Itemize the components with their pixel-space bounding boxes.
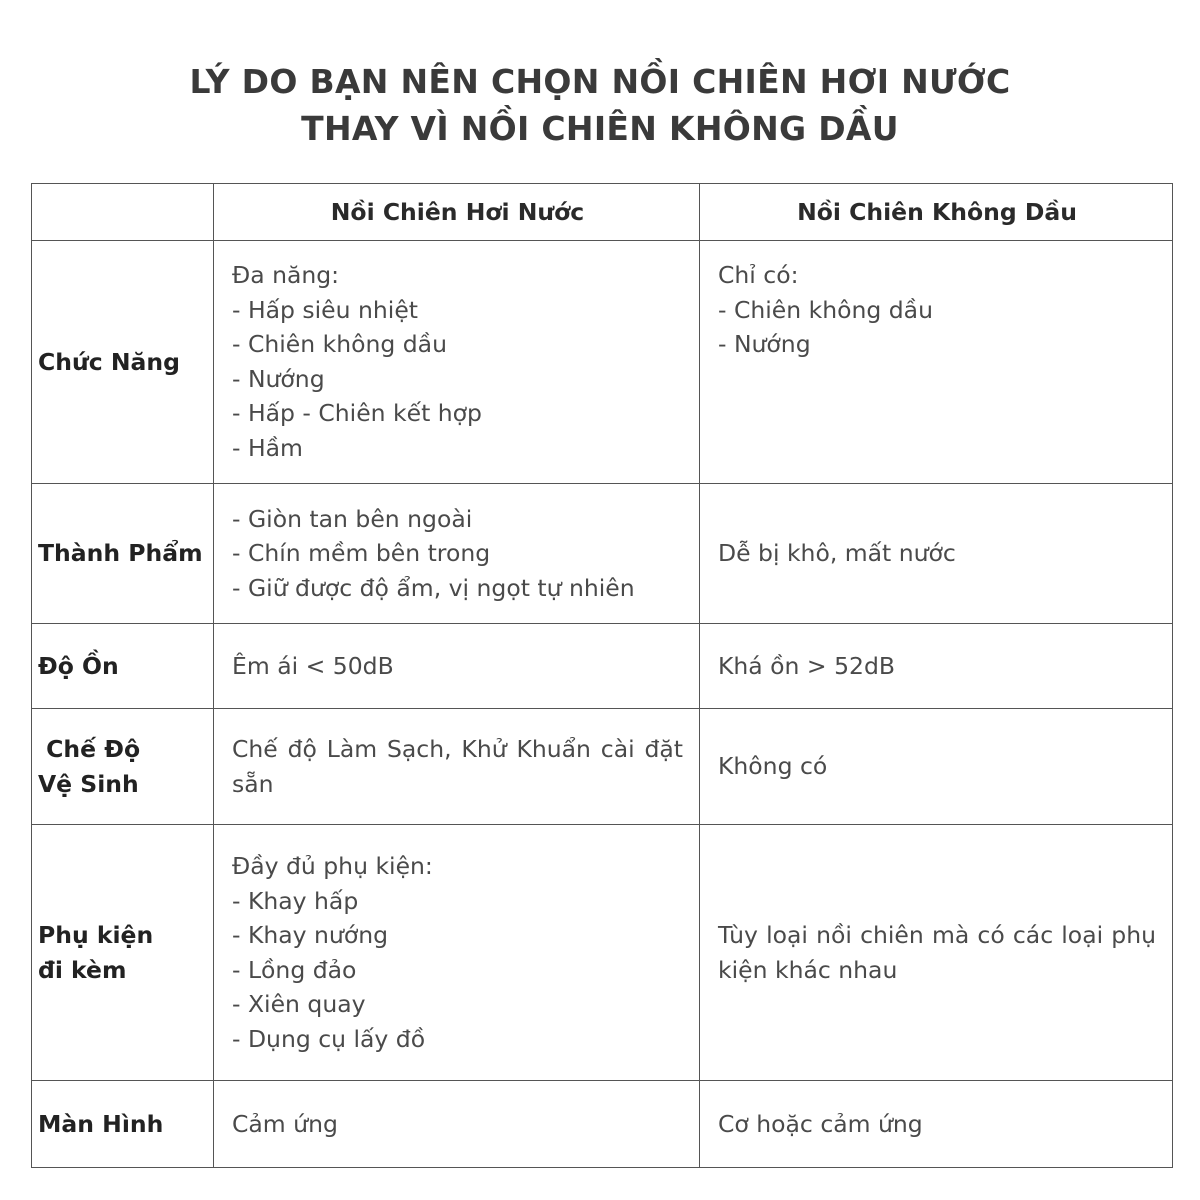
air-accessories-cell: Tùy loại nồi chiên mà có các loại phụ kiện khác nhau (700, 825, 1173, 1081)
label-cleaning: Chế Độ Vệ Sinh (32, 709, 214, 825)
air-noise-cell: Khá ồn > 52dB (700, 624, 1173, 709)
row-accessories (32, 825, 1173, 1081)
page-title (0, 58, 1200, 152)
air-result-cell: Dễ bị khô, mất nước (700, 484, 1173, 624)
steam-noise-cell: Êm ái < 50dB (214, 624, 700, 709)
steam-accessories-cell: Đầy đủ phụ kiện: - Khay hấp - Khay nướng - Lồng đảo - Xiên quay - Dụng cụ lấy đồ (214, 825, 700, 1081)
row-function (32, 241, 1173, 484)
label-display: Màn Hình (32, 1081, 214, 1168)
header-empty-cell (32, 184, 214, 241)
label-result: Thành Phẩm (32, 484, 214, 624)
header-steam-fryer: Nồi Chiên Hơi Nước (214, 184, 700, 241)
steam-result-cell: - Giòn tan bên ngoài - Chín mềm bên trong - Giữ được độ ẩm, vị ngọt tự nhiên (214, 484, 700, 624)
header-row (32, 184, 1173, 241)
label-accessories: Phụ kiện đi kèm (32, 825, 214, 1081)
row-display (32, 1081, 1173, 1168)
steam-display-cell: Cảm ứng (214, 1081, 700, 1168)
air-cleaning-cell: Không có (700, 709, 1173, 825)
title-line-2: THAY VÌ NỒI CHIÊN KHÔNG DẦU (301, 109, 899, 148)
row-cleaning (32, 709, 1173, 825)
label-noise: Độ Ồn (32, 624, 214, 709)
label-function: Chức Năng (32, 241, 214, 484)
row-noise (32, 624, 1173, 709)
air-display-cell: Cơ hoặc cảm ứng (700, 1081, 1173, 1168)
row-result (32, 484, 1173, 624)
comparison-table (31, 183, 1173, 1168)
steam-cleaning-cell: Chế độ Làm Sạch, Khử Khuẩn cài đặt sẵn (214, 709, 700, 825)
air-function-cell: Chỉ có: - Chiên không dầu - Nướng (700, 241, 1173, 484)
header-air-fryer: Nồi Chiên Không Dầu (700, 184, 1173, 241)
title-line-1: LÝ DO BẠN NÊN CHỌN NỒI CHIÊN HƠI NƯỚC (189, 62, 1011, 101)
steam-function-cell: Đa năng: - Hấp siêu nhiệt - Chiên không dầu - Nướng - Hấp - Chiên kết hợp - Hầm (214, 241, 700, 484)
